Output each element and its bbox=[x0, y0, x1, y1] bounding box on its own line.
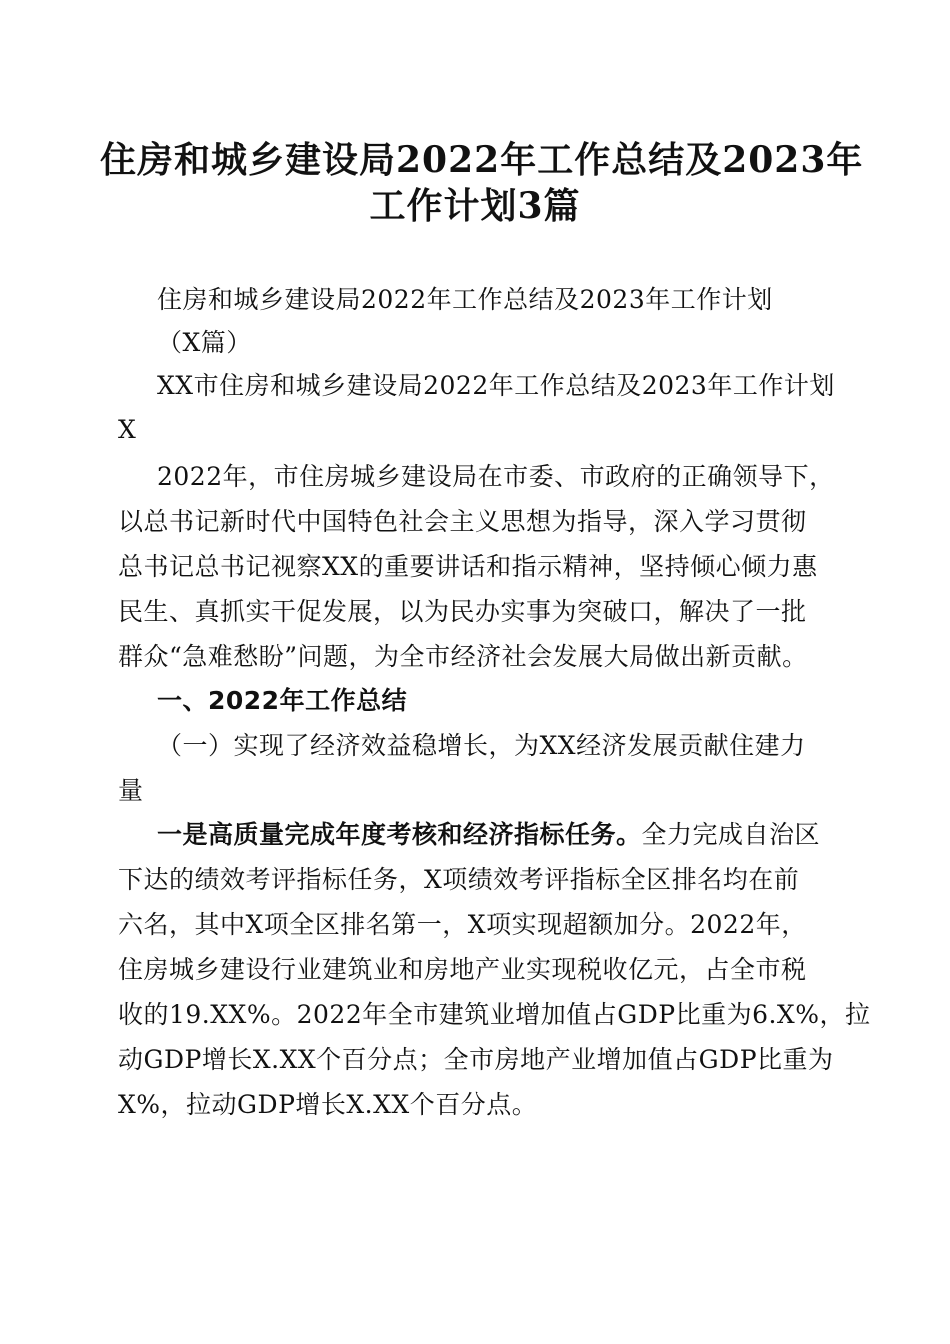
intro-paragraph-line: 群众“急难愁盼”问题，为全市经济社会发展大局做出新贡献。 bbox=[118, 642, 808, 671]
section-1-heading: 一、2022年工作总结 bbox=[157, 686, 408, 715]
paragraph-2-line: X%，拉动GDP增长X.XX个百分点。 bbox=[118, 1090, 538, 1119]
paragraph-2-lead: 一是高质量完成年度考核和经济指标任务。 bbox=[157, 820, 642, 849]
intro-paragraph-line: 2022年，市住房城乡建设局在市委、市政府的正确领导下， bbox=[157, 462, 835, 491]
paragraph-2-line: 动GDP增长X.XX个百分点；全市房地产业增加值占GDP比重为 bbox=[118, 1045, 834, 1074]
paragraph-2-line: 住房城乡建设行业建筑业和房地产业实现税收亿元，占全市税 bbox=[118, 955, 807, 984]
paragraph-2-first-line bbox=[157, 818, 877, 852]
paragraph-2-line: 六名，其中X项全区排名第一，X项实现超额加分。2022年， bbox=[118, 910, 807, 939]
subsection-1-heading-line-1: （一）实现了经济效益稳增长，为XX经济发展贡献住建力 bbox=[157, 731, 806, 760]
heading-line-1: XX市住房和城乡建设局2022年工作总结及2023年工作计划 bbox=[157, 371, 835, 400]
paragraph-2-line: 下达的绩效考评指标任务，X项绩效考评指标全区排名均在前 bbox=[118, 865, 800, 894]
subsection-1-heading-line-2: 量 bbox=[118, 776, 144, 805]
intro-paragraph-line: 总书记总书记视察XX的重要讲话和指示精神，坚持倾心倾力惠 bbox=[118, 552, 818, 581]
paragraph-2-lead-rest: 全力完成自治区 bbox=[641, 820, 821, 849]
document-title-line-2: 工作计划3篇 bbox=[369, 185, 581, 227]
intro-paragraph-line: 以总书记新时代中国特色社会主义思想为指导，深入学习贯彻 bbox=[118, 507, 807, 536]
subtitle-line-1: 住房和城乡建设局2022年工作总结及2023年工作计划 bbox=[157, 285, 773, 314]
paragraph-2-line: 收的19.XX%。2022年全市建筑业增加值占GDP比重为6.X%，拉 bbox=[118, 1000, 871, 1029]
subtitle-line-2: （X篇） bbox=[157, 328, 252, 357]
intro-paragraph-line: 民生、真抓实干促发展，以为民办实事为突破口，解决了一批 bbox=[118, 597, 807, 626]
document-title-line-1: 住房和城乡建设局2022年工作总结及2023年 bbox=[100, 139, 864, 181]
heading-line-2: X bbox=[118, 415, 137, 444]
